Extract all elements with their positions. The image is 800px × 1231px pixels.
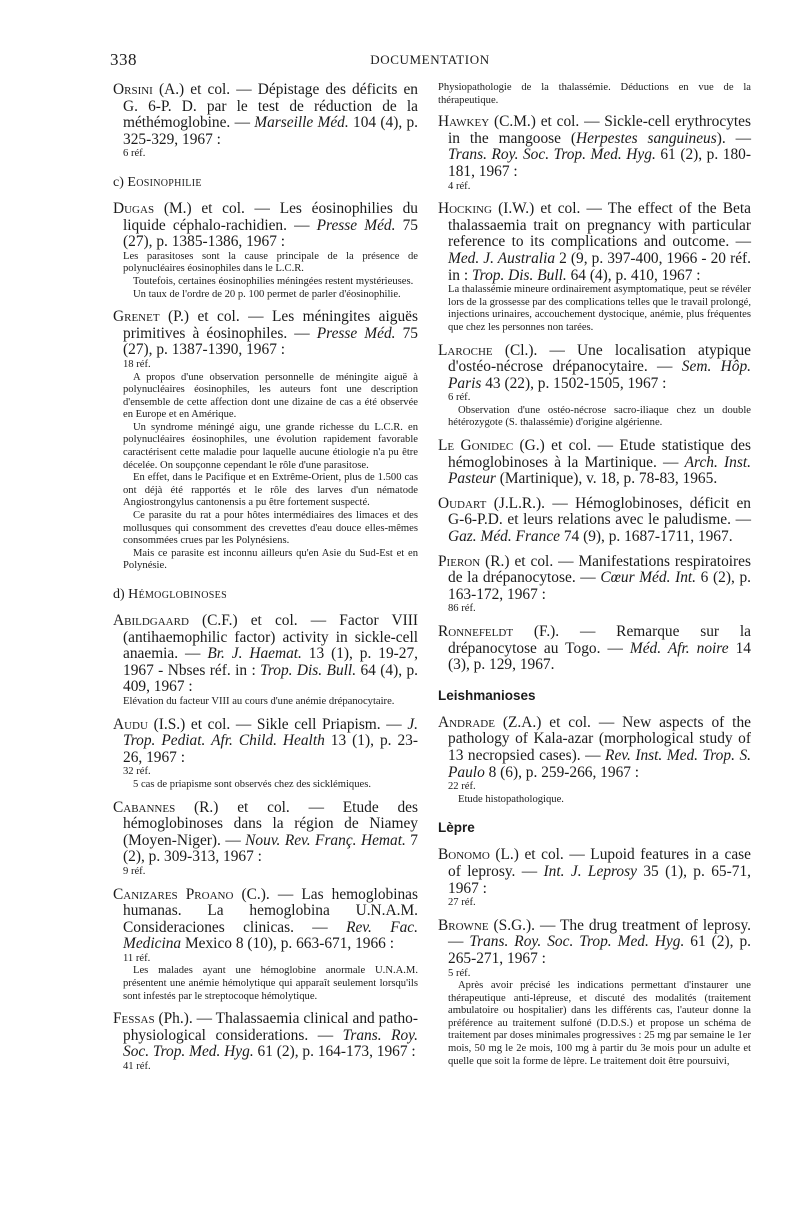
left-column [113, 82, 418, 1082]
citation [438, 918, 751, 968]
abstract [113, 766, 418, 791]
abstract [113, 148, 418, 161]
abstract-paragraph: 5 cas de priapisme sont observés chez des sicklémiques. [133, 778, 371, 790]
reference-count: Elévation du facteur VIII au cours d'une anémie drépanocytaire. [123, 695, 395, 707]
reference-count: 18 réf. [123, 358, 151, 370]
section-title: Eosinophilie [127, 174, 202, 190]
abstract [113, 359, 418, 573]
abstract [438, 968, 751, 1069]
citation-reference: 8 (6), p. 259-266, 1967 : [484, 763, 640, 781]
abstract-paragraph: Les malades ayant une hémoglobine anormale U.N.A.M. présentent une anémie hémolytique qui apparaît seulement lorsqu'ils sont infestés par le streptocoque hémolytique. [123, 965, 418, 1002]
journal-title: Rev. Inst. Med. Trop. S. Paulo [448, 746, 751, 781]
citation-title: (I.W.) et col. — The effect of the Beta thalassaemia trait on pregnancy with particular reference to its complications and outcome. — [448, 200, 751, 251]
citation-reference: 74 (9), p. 1687-1711, 1967. [559, 528, 733, 546]
citation-title: (A.) et col. — Dépistage des déficits en G. 6-P. D. par le test de réduction de la méthémoglobine. — [123, 81, 418, 132]
bibliography-entry [113, 613, 418, 709]
abstract [113, 866, 418, 879]
abstract [113, 1061, 418, 1074]
reference-count: 9 réf. [123, 865, 146, 877]
reference-count: 86 réf. [448, 603, 476, 615]
citation-reference: 61 (2), p. 164-173, 1967 : [253, 1043, 416, 1061]
citation-title: (R.) et col. — Manifestations respiratoires de la drépanocytose. — [448, 552, 751, 587]
bibliography-entry [113, 800, 418, 879]
journal-title: Int. J. Leprosy [543, 862, 637, 880]
reference-count: 32 réf. [123, 766, 151, 778]
journal-title: Trans. Roy. Soc. Trop. Med. Hyg. [123, 1026, 418, 1061]
section-title: Hémoglobinoses [128, 587, 227, 602]
reference-count: 22 réf. [448, 781, 476, 793]
citation-reference: (Martinique), v. 18, p. 78-83, 1965. [495, 470, 718, 488]
bibliography-entry [438, 715, 751, 807]
author-name: Canizares Proano [113, 885, 234, 903]
journal-title: Trans. Roy. Soc. Trop. Med. Hyg. [469, 933, 685, 951]
author-name: Grenet [113, 308, 160, 326]
journal-title: Trop. Dis. Bull. [260, 661, 357, 679]
author-name: Cabannes [113, 798, 176, 816]
author-name: Hawkey [438, 113, 490, 131]
citation [438, 496, 751, 546]
bibliography-entry [438, 624, 751, 674]
right-column [438, 82, 751, 1076]
citation-title: (G.) et col. — Etude statistique des hémoglobinoses à la Martinique. — [448, 437, 751, 471]
citation [113, 309, 418, 359]
citation-reference: 35 (1), p. 65-71, 1967 : [448, 862, 751, 897]
journal-title: Marseille Méd. [254, 114, 349, 132]
author-name: Browne [438, 916, 489, 934]
citation-title: (R.) et col. — Etude des hémoglobinoses dans la région de Niamey (Moyen-Niger). — [123, 798, 418, 849]
abstract-paragraph: Observation d'une ostéo-nécrose sacro-iliaque chez un double hétérozygote (S. thalassémie) d'origine algérienne. [448, 404, 751, 429]
bibliography-entry [438, 918, 751, 1069]
bibliography-entry [113, 887, 418, 1004]
author-name: Le Gonidec [438, 437, 514, 455]
abstract [438, 284, 751, 334]
citation-reference: 104 (4), p. 325-329, 1967 : [123, 114, 418, 148]
abstract-paragraph: A propos d'une observation personnelle de méningite aiguë à polynucléaires éosinophiles, les auteurs font une description d'ensemble de cette affection dont une dizaine de cas a été observée en Europe et en Amérique. [123, 371, 418, 421]
citation-title: (S.G.). — The drug treatment of leprosy. — [448, 916, 751, 951]
author-name: Oudart [438, 494, 487, 512]
citation-reference: 13 (1), p. 19-27, 1967 - Nbses réf. in : [123, 645, 418, 679]
reference-count: 4 réf. [448, 180, 471, 192]
citation [438, 847, 751, 897]
citation-title: (J.L.R.). — Hémoglobinoses, déficit en G-6-P.D. et leurs relations avec le paludisme. — [448, 494, 751, 529]
abstract-paragraph: Etude histopathologique. [458, 793, 564, 805]
journal-title: Cœur Méd. Int. [600, 569, 697, 587]
journal-title: Trop. Dis. Bull. [471, 266, 567, 284]
citation-reference: 7 (2), p. 309-313, 1967 : [123, 831, 418, 866]
citation-title: (M.) et col. — Les éosinophilies du liquide céphalo-rachidien. — [123, 199, 418, 234]
citation [438, 201, 751, 284]
citation-reference: 61 (2), p. 265-271, 1967 : [448, 933, 751, 967]
author-name: Orsini [113, 81, 153, 98]
section-heading [113, 587, 418, 603]
reference-count: 6 réf. [123, 148, 146, 160]
bibliography-entry [113, 309, 418, 573]
citation-reference: 14 (3), p. 129, 1967. [448, 639, 751, 674]
citation-reference: 75 (27), p. 1385-1386, 1967 : [123, 216, 418, 251]
abstract-paragraph: Un taux de l'ordre de 20 p. 100 permet de parler d'éosinophilie. [133, 288, 401, 300]
citation [113, 800, 418, 866]
abstract [438, 781, 751, 806]
journal-title: Nouv. Rev. Franç. Hemat. [245, 831, 406, 849]
bibliography-entry [438, 438, 751, 488]
page-header [110, 50, 750, 70]
citation-reference: 61 (2), p. 180-181, 1967 : [448, 146, 751, 180]
bibliography-entry [438, 554, 751, 616]
section-heading [113, 175, 418, 191]
citation-title: (I.S.) et col. — Sikle cell Priapism. — [147, 715, 408, 733]
author-name: Laroche [438, 341, 493, 359]
citation [113, 201, 418, 251]
bibliography-entry [113, 1011, 418, 1073]
abstract-paragraph: Un syndrome méningé aigu, une grande richesse du L.C.R. en polynucléaires éosinophiles, une évolution rapidement favorable caractérisent cette maladie pour laquelle aucune étiologie n'a pu être décelée. On soupçonne cependant le rôle d'une parasitose. [123, 421, 418, 471]
bibliography-entry [438, 114, 751, 193]
reference-count: 5 réf. [448, 967, 471, 979]
author-name: Pieron [438, 552, 481, 570]
reference-count: 6 réf. [448, 392, 471, 404]
citation-reference: 6 (2), p. 163-172, 1967 : [448, 569, 751, 603]
citation-title: (Cl.). — Une localisation atypique d'ostéo-nécrose drépanocytaire. — [448, 341, 751, 376]
abstract-paragraph: Mais ce parasite est inconnu ailleurs qu'en Asie du Sud-Est et en Polynésie. [123, 547, 418, 572]
citation [438, 715, 751, 781]
bibliography-entry [438, 496, 751, 546]
citation-title: (C.F.) et col. — Factor VIII (antihaemophilic factor) activity in sickle-cell anaemia. — [123, 612, 418, 663]
bibliography-entry [438, 847, 751, 909]
citation-title: (L.) et col. — Lupoid features in a case of leprosy. — [448, 846, 751, 880]
citation-reference: 2 (9, p. 397-400, 1966 - 20 réf. in : [448, 249, 751, 284]
journal-title: Trans. Roy. Soc. Trop. Med. Hyg. [448, 146, 656, 164]
reference-count: 27 réf. [448, 897, 476, 909]
journal-title: Gaz. Méd. France [448, 528, 560, 546]
bibliography-entry [113, 717, 418, 792]
citation-reference: ). — [716, 129, 751, 147]
author-name: Fessas [113, 1010, 155, 1028]
citation [438, 438, 751, 488]
reference-count: 11 réf. [123, 952, 151, 964]
reference-count: 41 réf. [123, 1061, 151, 1073]
abstract-paragraph: En effet, dans le Pacifique et en Extrême-Orient, plus de 1.500 cas ont déjà été rapportés et le rôle des larves d'un nématode Angiostrongylus cantonensis a pu être fortement suspecté. [123, 472, 418, 509]
abstract [113, 696, 418, 709]
abstract [438, 392, 751, 430]
abstract-paragraph: Ce parasite du rat a pour hôtes intermédiaires des limaces et des mollusques qui consomment des crevettes d'eau douce elles-mêmes consommées crues par les Polynésiens. [123, 510, 418, 547]
abstract [113, 251, 418, 301]
journal-title: Presse Méd. [316, 324, 396, 342]
author-name: Dugas [113, 199, 155, 217]
journal-title: Med. J. Australia [448, 249, 556, 267]
section-heading: Leishmanioses [438, 687, 536, 703]
section-heading: Lèpre [438, 820, 475, 836]
citation-title: (Ph.). — Thalassaemia clinical and patho-physiological considerations. — [123, 1010, 418, 1044]
citation-reference: Mexico 8 (10), p. 663-671, 1966 : [181, 935, 395, 953]
citation-title: (F.). — Remarque sur la drépanocytose au Togo. — [448, 623, 751, 657]
author-name: Audu [113, 715, 148, 733]
citation-reference: 75 (27), p. 1387-1390, 1967 : [123, 324, 418, 359]
journal-title: Br. J. Haemat. [207, 645, 302, 663]
author-name: Hocking [438, 200, 492, 218]
abstract [438, 603, 751, 616]
citation-reference: 64 (4), p. 409, 1967 : [123, 661, 418, 696]
bibliography-entry [438, 343, 751, 431]
citation-title: (C.M.) et col. — Sickle-cell erythrocytes in the mangoose ( [448, 113, 751, 147]
citation [438, 114, 751, 180]
journal-title: Herpestes sanguineus [576, 129, 717, 147]
journal-title: J. Trop. Pediat. Afr. Child. Health [123, 715, 418, 750]
page-number: 338 [110, 50, 137, 69]
citation-title: (C.). — Las hemoglobinas humanas. La hemoglobina U.N.A.M. Consideraciones clinicas. — [123, 885, 418, 936]
author-name: Bonomo [438, 846, 490, 864]
citation-reference: 64 (4), p. 410, 1967 : [566, 266, 701, 284]
citation-title: (Z.A.) et col. — New aspects of the pathology of Kala-azar (morphological study of 13 necropsied cases). — [448, 713, 751, 764]
running-title: DOCUMENTATION [370, 52, 490, 67]
bibliography-entry [438, 201, 751, 334]
citation [113, 82, 418, 148]
citation-title: (P.) et col. — Les méningites aiguës primitives à éosinophiles. — [123, 308, 418, 342]
citation-reference: 43 (22), p. 1502-1505, 1967 : [481, 374, 667, 392]
abstract-paragraph: Après avoir précisé les indications permettant d'instaurer une thérapeutique anti-lépreuse, et discuté des modalités (traitement ambulatoire ou hospitalier) dans les différents cas, l'auteur donne la préférence au traitement sulfoné (D.D.S.) et propose un schéma de traitement par doses minimales progressives : 25 mg par semaine le 1er mois, 50 mg le 2e mois, 100 mg à partir du 3e mois pour un adulte et quelle que soit la forme de lèpre. Le traitement doit être poursuivi, [448, 980, 751, 1067]
section-letter: d) [113, 587, 125, 602]
citation-reference: 13 (1), p. 23-26, 1967 : [123, 732, 418, 766]
bibliography-entry [113, 201, 418, 301]
section-letter: c) [113, 174, 124, 190]
citation [113, 1011, 418, 1061]
abstract [438, 897, 751, 910]
abstract [438, 181, 751, 194]
bibliography-entry [113, 82, 418, 161]
abstract-paragraph: Toutefois, certaines éosinophilies méningées restent mystérieuses. [133, 275, 414, 287]
journal-title: Méd. Afr. noire [629, 639, 729, 657]
citation [438, 554, 751, 604]
citation [438, 624, 751, 674]
abstract [113, 953, 418, 1003]
citation [113, 613, 418, 696]
citation [113, 717, 418, 767]
reference-count: Les parasitoses sont la cause principale de la présence de polynucléaires éosinophiles dans le L.C.R. [123, 250, 418, 275]
journal-title: Sem. Hôp. Paris [448, 358, 751, 392]
abstract-continuation: Physiopathologie de la thalassémie. Déductions en vue de la thérapeutique. [438, 82, 751, 106]
citation [438, 343, 751, 393]
author-name: Abildgaard [113, 612, 189, 629]
citation [113, 887, 418, 953]
journal-title: Arch. Inst. Pasteur [448, 453, 751, 488]
journal-title: Rev. Fac. Medicina [123, 918, 418, 953]
journal-title: Presse Méd. [316, 216, 396, 234]
reference-count: La thalassémie mineure ordinairement asymptomatique, peut se révéler lors de la grossesse par des complications telles que le travail prolongé, injections urinaires, accouchement dystocique, anémie, plus fréquentes que chez les personnes non tarées. [448, 284, 751, 333]
author-name: Ronnefeldt [438, 623, 514, 640]
author-name: Andrade [438, 713, 495, 731]
